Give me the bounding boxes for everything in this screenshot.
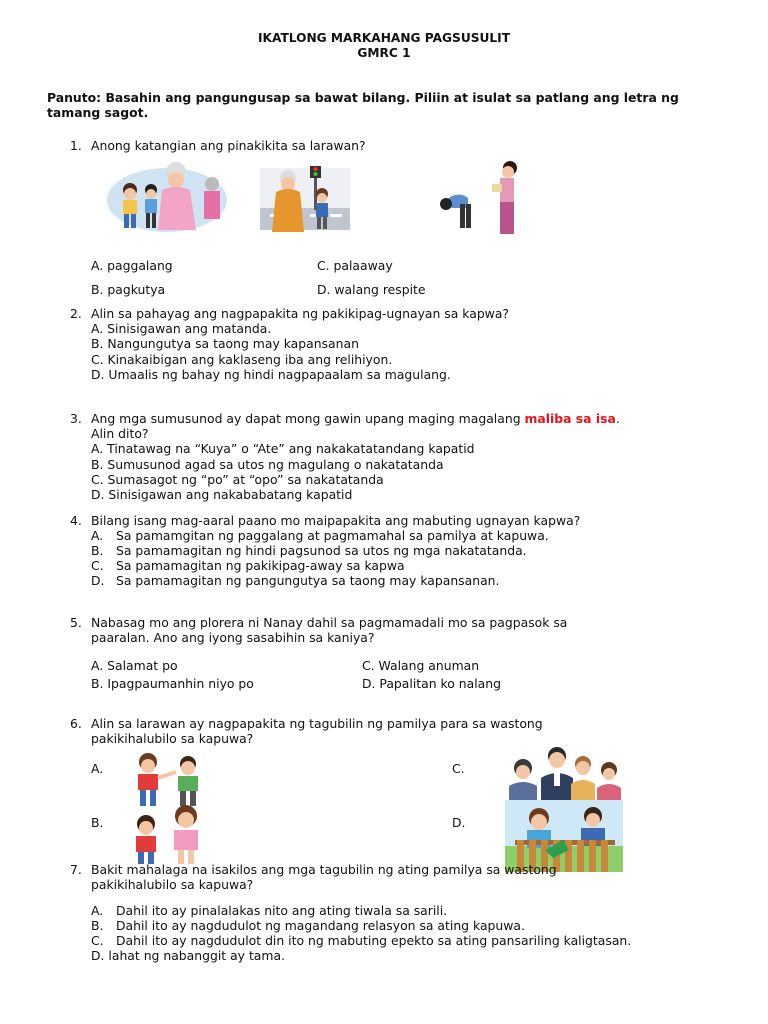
page-title: IKATLONG MARKAHANG PAGSUSULIT bbox=[257, 31, 511, 45]
q3-question bbox=[91, 411, 620, 426]
q4-option-b-letter: B. bbox=[91, 543, 104, 558]
q6-picture-b-kids-arguing bbox=[126, 802, 212, 864]
q6-question-line-2: pakikihalubilo sa kapuwa? bbox=[91, 731, 254, 746]
q4-option-c: Sa pamamagitan ng pakikipag-away sa kapwa bbox=[116, 558, 405, 573]
q3-question-line-2: Alin dito? bbox=[91, 426, 149, 441]
q1-question: Anong katangian ang pinakikita sa larawan? bbox=[91, 138, 366, 153]
q3-option-d: D. Sinisigawan ang nakababatang kapatid bbox=[91, 487, 353, 502]
q1-option-c: C. palaaway bbox=[317, 258, 393, 273]
q7-number: 7. bbox=[70, 862, 82, 877]
q6-option-b: B. bbox=[91, 815, 104, 830]
q3-number: 3. bbox=[70, 411, 82, 426]
q6-picture-c-family-talking bbox=[505, 742, 623, 802]
q4-option-d-letter: D. bbox=[91, 573, 105, 588]
q2-option-c: C. Kinakaibigan ang kaklaseng iba ang relihiyon. bbox=[91, 352, 393, 367]
q7-option-d: D. lahat ng nabanggit ay tama. bbox=[91, 948, 285, 963]
q5-question-line-1: Nabasag mo ang plorera ni Nanay dahil sa pagmamadali mo sa pagpasok sa bbox=[91, 615, 568, 630]
q6-picture-a-kids-fighting bbox=[126, 750, 212, 808]
q6-number: 6. bbox=[70, 716, 82, 731]
q1-number: 1. bbox=[70, 138, 82, 153]
q2-option-d: D. Umaalis ng bahay ng hindi nagpapaalam sa magulang. bbox=[91, 367, 451, 382]
q7-option-b: Dahil ito ay nagdudulot ng magandang relasyon sa ating kapuwa. bbox=[116, 918, 525, 933]
q5-option-c: C. Walang anuman bbox=[362, 658, 480, 673]
q6-option-c: C. bbox=[452, 761, 465, 776]
q1-picture-helping-elder-cross bbox=[260, 158, 350, 238]
page-subtitle: GMRC 1 bbox=[357, 46, 411, 60]
q2-number: 2. bbox=[70, 306, 82, 321]
instructions-line-2: tamang sagot. bbox=[47, 105, 149, 120]
q7-option-c-letter: C. bbox=[91, 933, 104, 948]
q1-picture-bowing-to-teacher bbox=[438, 160, 528, 236]
q4-option-d: Sa pamamagitan ng pangungutya sa taong may kapansanan. bbox=[116, 573, 500, 588]
q3-question-end: . bbox=[615, 411, 620, 426]
q2-option-b: B. Nangungutya sa taong may kapansanan bbox=[91, 336, 359, 351]
q1-option-a: A. paggalang bbox=[91, 258, 173, 273]
q5-option-a: A. Salamat po bbox=[91, 658, 178, 673]
q3-question-emphasis: maliba sa isa bbox=[524, 411, 616, 426]
q7-question-line-1: Bakit mahalaga na isakilos ang mga tagubilin ng ating pamilya sa wastong bbox=[91, 862, 557, 877]
q4-option-b: Sa pamamagitan ng hindi pagsunod sa utos ng mga nakatatanda. bbox=[116, 543, 527, 558]
q3-option-c: C. Sumasagot ng “po” at “opo” sa nakatatanda bbox=[91, 472, 384, 487]
q1-option-b: B. pagkutya bbox=[91, 282, 166, 297]
q3-option-b: B. Sumusunod agad sa utos ng magulang o nakatatanda bbox=[91, 457, 444, 472]
q2-question: Alin sa pahayag ang nagpapakita ng pakikipag-ugnayan sa kapwa? bbox=[91, 306, 509, 321]
q4-option-a: Sa pamamgitan ng paggalang at pagmamahal sa pamilya at kapuwa. bbox=[116, 528, 549, 543]
q1-option-d: D. walang respite bbox=[317, 282, 426, 297]
q1-picture-family-greeting bbox=[104, 160, 230, 236]
q3-question-text: Ang mga sumusunod ay dapat mong gawin upang maging magalang bbox=[91, 411, 525, 426]
q7-option-b-letter: B. bbox=[91, 918, 104, 933]
q5-number: 5. bbox=[70, 615, 82, 630]
q5-option-d: D. Papalitan ko nalang bbox=[362, 676, 501, 691]
instructions-line-1: Panuto: Basahin ang pangungusap sa bawat bilang. Piliin at isulat sa patlang ang letra ng bbox=[47, 90, 679, 105]
q7-option-a-letter: A. bbox=[91, 903, 104, 918]
q5-option-b: B. Ipagpaumanhin niyo po bbox=[91, 676, 254, 691]
q2-option-a: A. Sinisigawan ang matanda. bbox=[91, 321, 272, 336]
q7-option-c: Dahil ito ay nagdudulot din ito ng mabuting epekto sa ating pansariling kaligtasan. bbox=[116, 933, 632, 948]
q6-option-a: A. bbox=[91, 761, 104, 776]
q7-option-a: Dahil ito ay pinalalakas nito ang ating tiwala sa sarili. bbox=[116, 903, 448, 918]
q4-number: 4. bbox=[70, 513, 82, 528]
q4-option-a-letter: A. bbox=[91, 528, 104, 543]
q4-option-c-letter: C. bbox=[91, 558, 104, 573]
q6-option-d: D. bbox=[452, 815, 466, 830]
q4-question: Bilang isang mag-aaral paano mo maipapakita ang mabuting ugnayan kapwa? bbox=[91, 513, 581, 528]
q5-question-line-2: paaralan. Ano ang iyong sasabihin sa kaniya? bbox=[91, 630, 375, 645]
q6-question-line-1: Alin sa larawan ay nagpapakita ng tagubilin ng pamilya para sa wastong bbox=[91, 716, 543, 731]
q3-option-a: A. Tinatawag na “Kuya” o “Ate” ang nakakatatandang kapatid bbox=[91, 441, 475, 456]
q7-question-line-2: pakikihalubilo sa kapuwa? bbox=[91, 877, 254, 892]
